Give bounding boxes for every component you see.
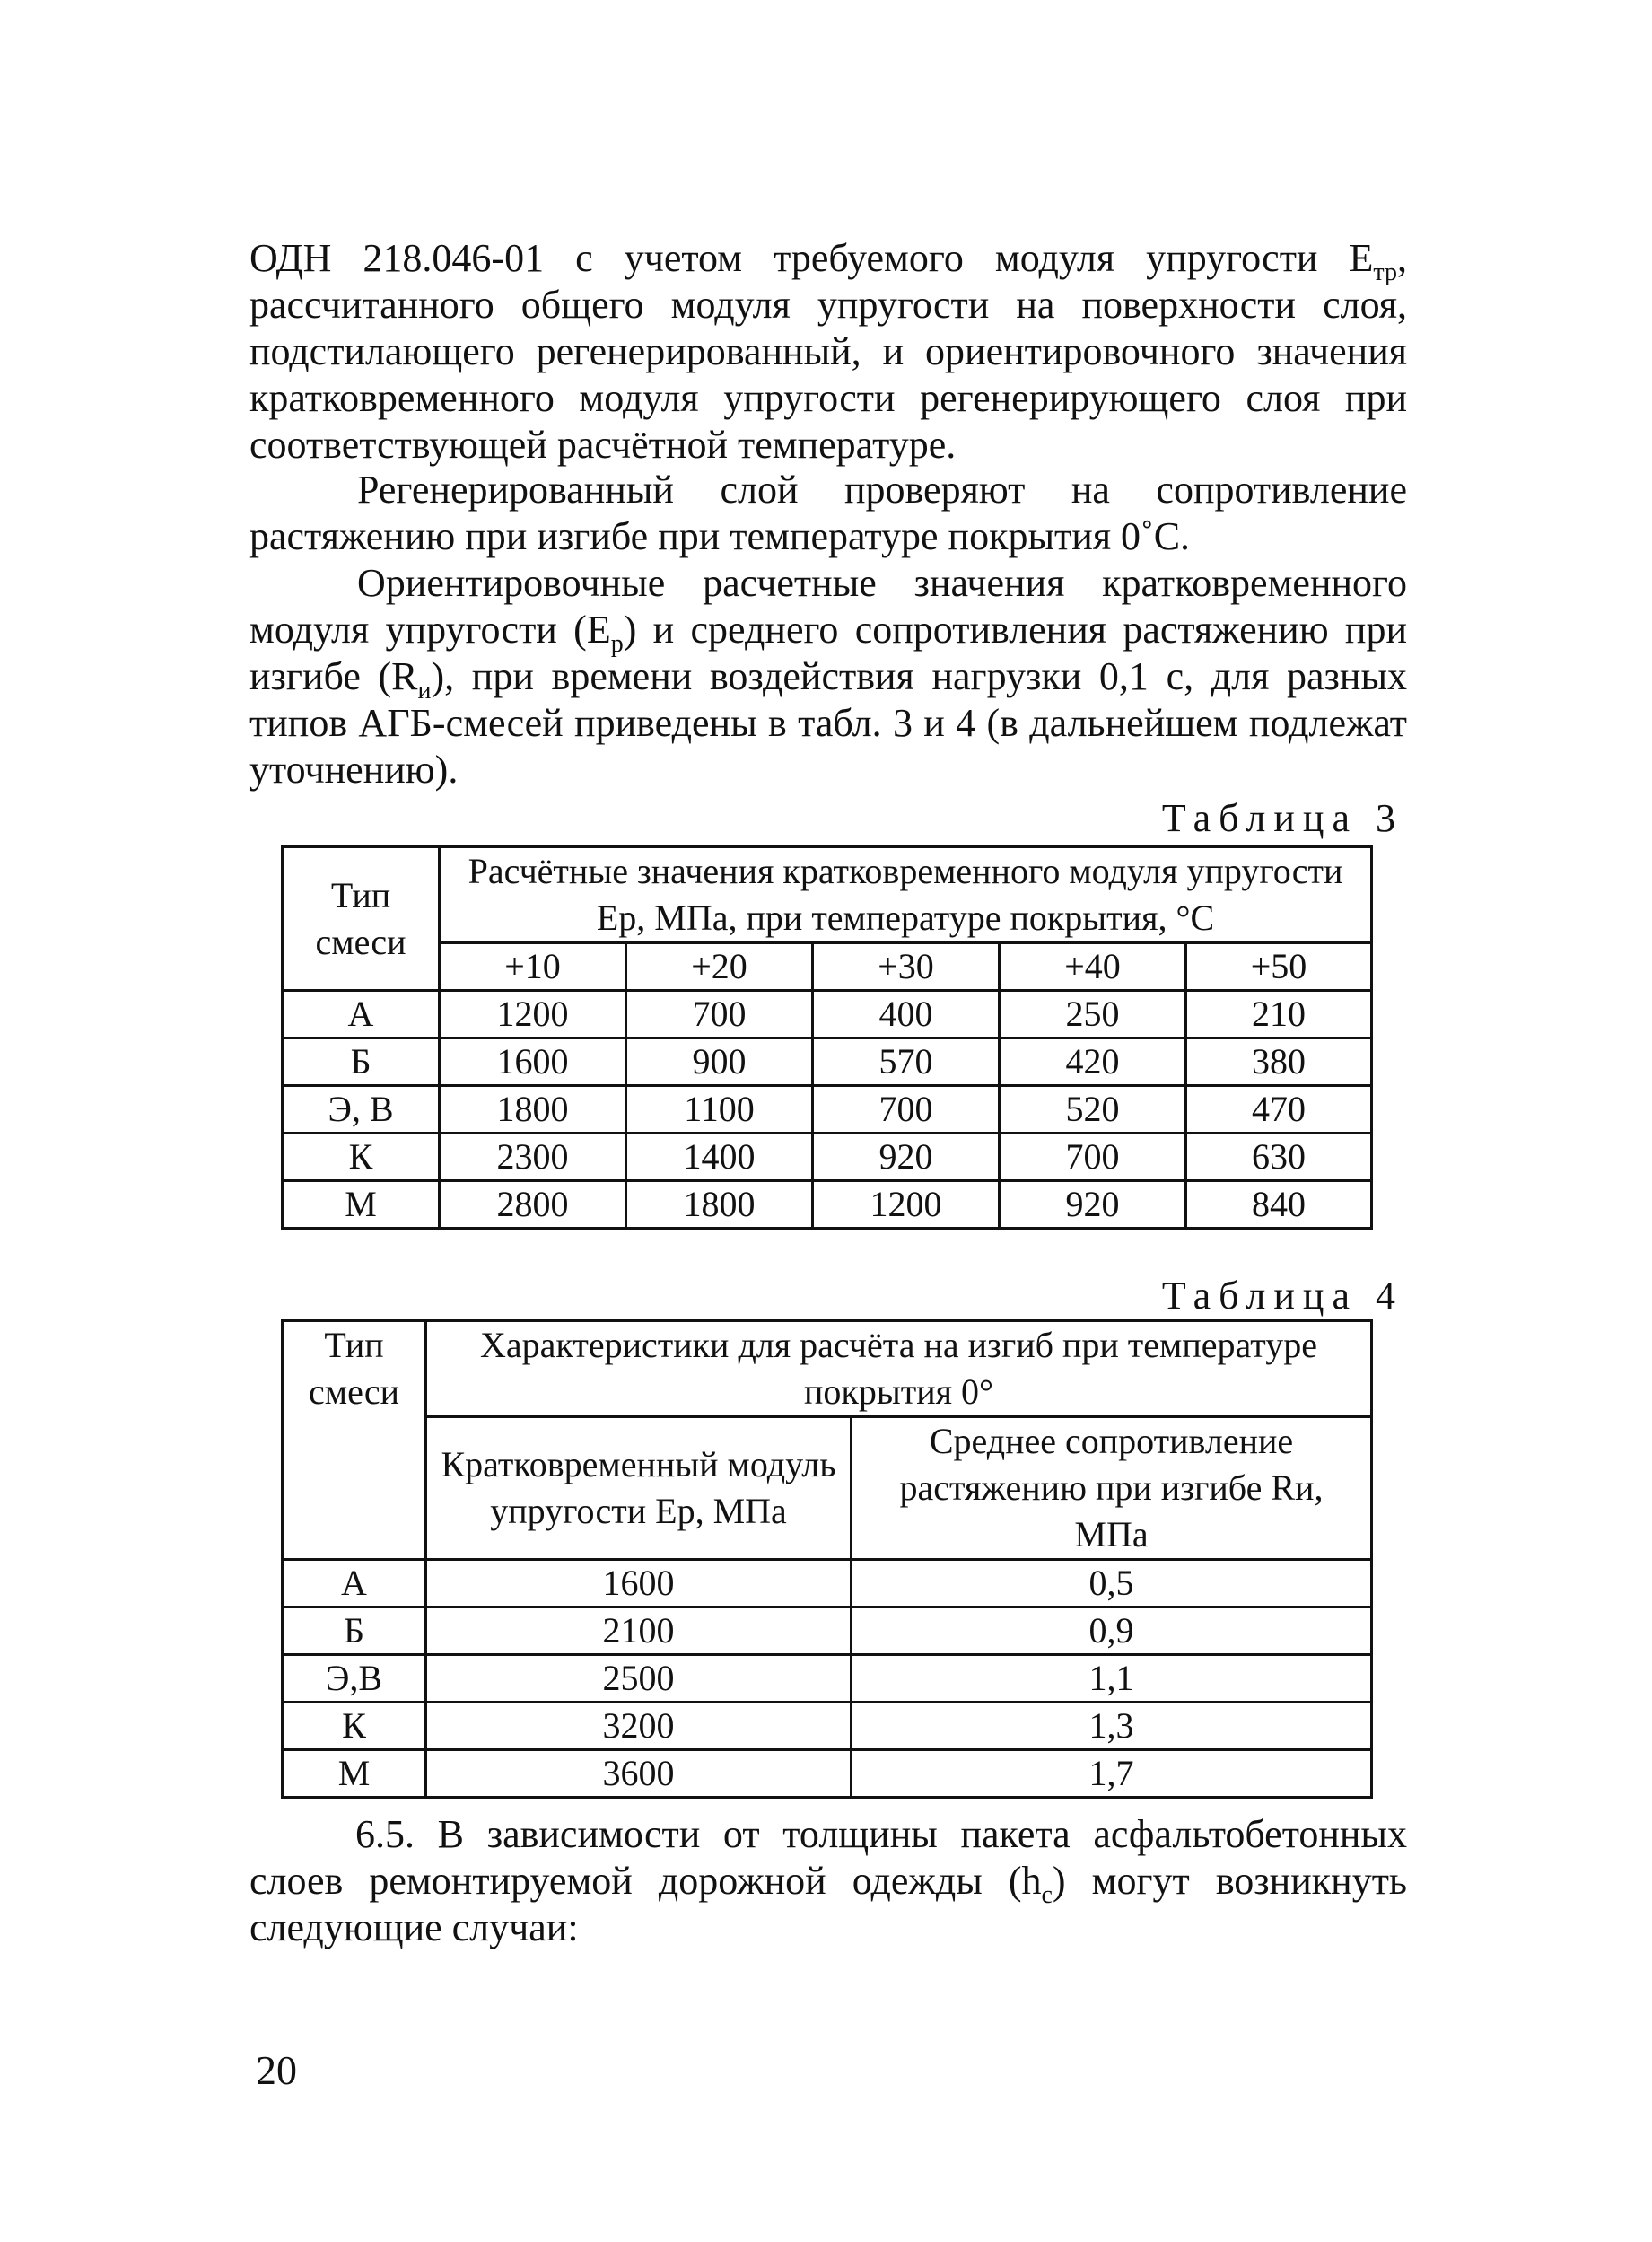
table-4-caption: Таблица 4	[1161, 1274, 1403, 1318]
table-cell: 0,5	[852, 1560, 1372, 1607]
table-3-type-cell: Б	[283, 1038, 440, 1086]
table-row	[283, 1560, 1372, 1607]
paragraph-1-text-b: , рассчитанного общего модуля упругости на поверхности слоя, подстилающего регенерированный, и ориентировочного значения кратковременного модуля упругости регенерирующего слоя при соответствующей расчётной температуре.	[249, 236, 1407, 467]
paragraph-3-text-a: Ориентировочные расчетные значения кратковременного модуля упругости (E	[249, 561, 1407, 652]
paragraph-3-text-b: ) и среднего сопротивления растяжению при изгибе (R	[249, 608, 1407, 698]
page-number: 20	[256, 2047, 297, 2093]
table-cell: 570	[813, 1038, 1000, 1086]
table-cell: 3200	[426, 1703, 852, 1750]
subscript-s: с	[1041, 1880, 1053, 1909]
table-cell: 1,3	[852, 1703, 1372, 1750]
table-cell: 420	[1000, 1038, 1186, 1086]
table-3-caption: Таблица 3	[1161, 796, 1403, 840]
paragraph-3-text-c: ), при времени воздействия нагрузки 0,1 с, для разных типов АГБ-смесей приведены в табл. 3 и 4 (в дальнейшем подлежат уточнению).	[249, 654, 1408, 792]
table-4-type-cell: А	[283, 1560, 426, 1607]
table-cell: 1100	[626, 1086, 813, 1134]
table-cell: 3600	[426, 1750, 852, 1798]
table-cell: 2100	[426, 1607, 852, 1655]
table-4-group-header: Характеристики для расчёта на изгиб при температуре покрытия 0°	[426, 1321, 1372, 1417]
paragraph-3	[249, 560, 1407, 793]
table-3-temp-header: +10	[440, 943, 626, 991]
table-4-type-cell: М	[283, 1750, 426, 1798]
table-cell: 470	[1186, 1086, 1372, 1134]
table-cell: 1600	[440, 1038, 626, 1086]
table-4-modulus-header: Кратковременный модуль упругости Ep, МПа	[426, 1417, 852, 1560]
table-cell: 920	[813, 1134, 1000, 1181]
table-cell: 400	[813, 991, 1000, 1038]
table-row	[283, 1134, 1372, 1181]
table-cell: 700	[813, 1086, 1000, 1134]
table-row	[283, 1038, 1372, 1086]
subscript-tr: тр	[1373, 258, 1397, 286]
table-cell: 920	[1000, 1181, 1186, 1229]
table-cell: 250	[1000, 991, 1186, 1038]
table-4-subheader-row	[283, 1417, 1372, 1560]
table-3-group-header: Расчётные значения кратковременного модуля упругости Eр, МПа, при температуре покрытия, °С	[440, 847, 1372, 943]
table-4-type-cell: К	[283, 1703, 426, 1750]
table-row	[283, 1655, 1372, 1703]
table-3-temp-header: +30	[813, 943, 1000, 991]
table-cell: 1200	[440, 991, 626, 1038]
table-4-type-header: Тип смеси	[283, 1321, 426, 1560]
paragraph-4-text-a: 6.5. В зависимости от толщины пакета асфальтобетонных слоев ремонтируемой дорожной одежды (h	[249, 1812, 1407, 1903]
table-cell: 210	[1186, 991, 1372, 1038]
table-row	[283, 1181, 1372, 1229]
table-3-type-cell: М	[283, 1181, 440, 1229]
table-row	[283, 1703, 1372, 1750]
table-cell: 0,9	[852, 1607, 1372, 1655]
table-row	[283, 1607, 1372, 1655]
table-4-type-cell: Э,В	[283, 1655, 426, 1703]
table-cell: 1,1	[852, 1655, 1372, 1703]
table-3-type-cell: А	[283, 991, 440, 1038]
table-3-temp-header: +40	[1000, 943, 1186, 991]
table-cell: 700	[626, 991, 813, 1038]
table-4-header-row	[283, 1321, 1372, 1417]
subscript-r: р	[610, 629, 624, 658]
table-cell: 1,7	[852, 1750, 1372, 1798]
table-3-type-cell: Э, В	[283, 1086, 440, 1134]
table-row	[283, 991, 1372, 1038]
table-3-temp-header: +50	[1186, 943, 1372, 991]
table-cell: 840	[1186, 1181, 1372, 1229]
table-row	[283, 1086, 1372, 1134]
paragraph-2: Регенерированный слой проверяют на сопротивление растяжению при изгибе при температуре покрытия 0˚С.	[249, 468, 1407, 558]
paragraph-1-text-a: ОДН 218.046-01 с учетом требуемого модуля упругости E	[249, 236, 1374, 280]
table-cell: 2800	[440, 1181, 626, 1229]
table-cell: 700	[1000, 1134, 1186, 1181]
table-4-resistance-header: Среднее сопротивление растяжению при изгибе Rи, МПа	[852, 1417, 1372, 1560]
table-3-type-cell: К	[283, 1134, 440, 1181]
subscript-i: и	[417, 676, 432, 705]
table-3-header-row	[283, 847, 1372, 943]
table-4-type-cell: Б	[283, 1607, 426, 1655]
table-cell: 1400	[626, 1134, 813, 1181]
table-cell: 2500	[426, 1655, 852, 1703]
table-cell: 1800	[440, 1086, 626, 1134]
paragraph-4-text-b: ) могут возникнуть следующие случаи:	[249, 1859, 1407, 1949]
table-cell: 630	[1186, 1134, 1372, 1181]
paragraph-4	[249, 1811, 1407, 1951]
table-row	[283, 1750, 1372, 1798]
paragraph-1	[249, 235, 1407, 469]
table-cell: 1600	[426, 1560, 852, 1607]
table-3-temp-header: +20	[626, 943, 813, 991]
table-cell: 380	[1186, 1038, 1372, 1086]
table-cell: 520	[1000, 1086, 1186, 1134]
table-3	[281, 845, 1373, 1230]
table-cell: 1800	[626, 1181, 813, 1229]
table-3-temperature-row	[283, 943, 1372, 991]
table-cell: 2300	[440, 1134, 626, 1181]
table-cell: 900	[626, 1038, 813, 1086]
table-cell: 1200	[813, 1181, 1000, 1229]
table-3-type-header: Тип смеси	[283, 847, 440, 991]
table-4	[281, 1319, 1373, 1799]
